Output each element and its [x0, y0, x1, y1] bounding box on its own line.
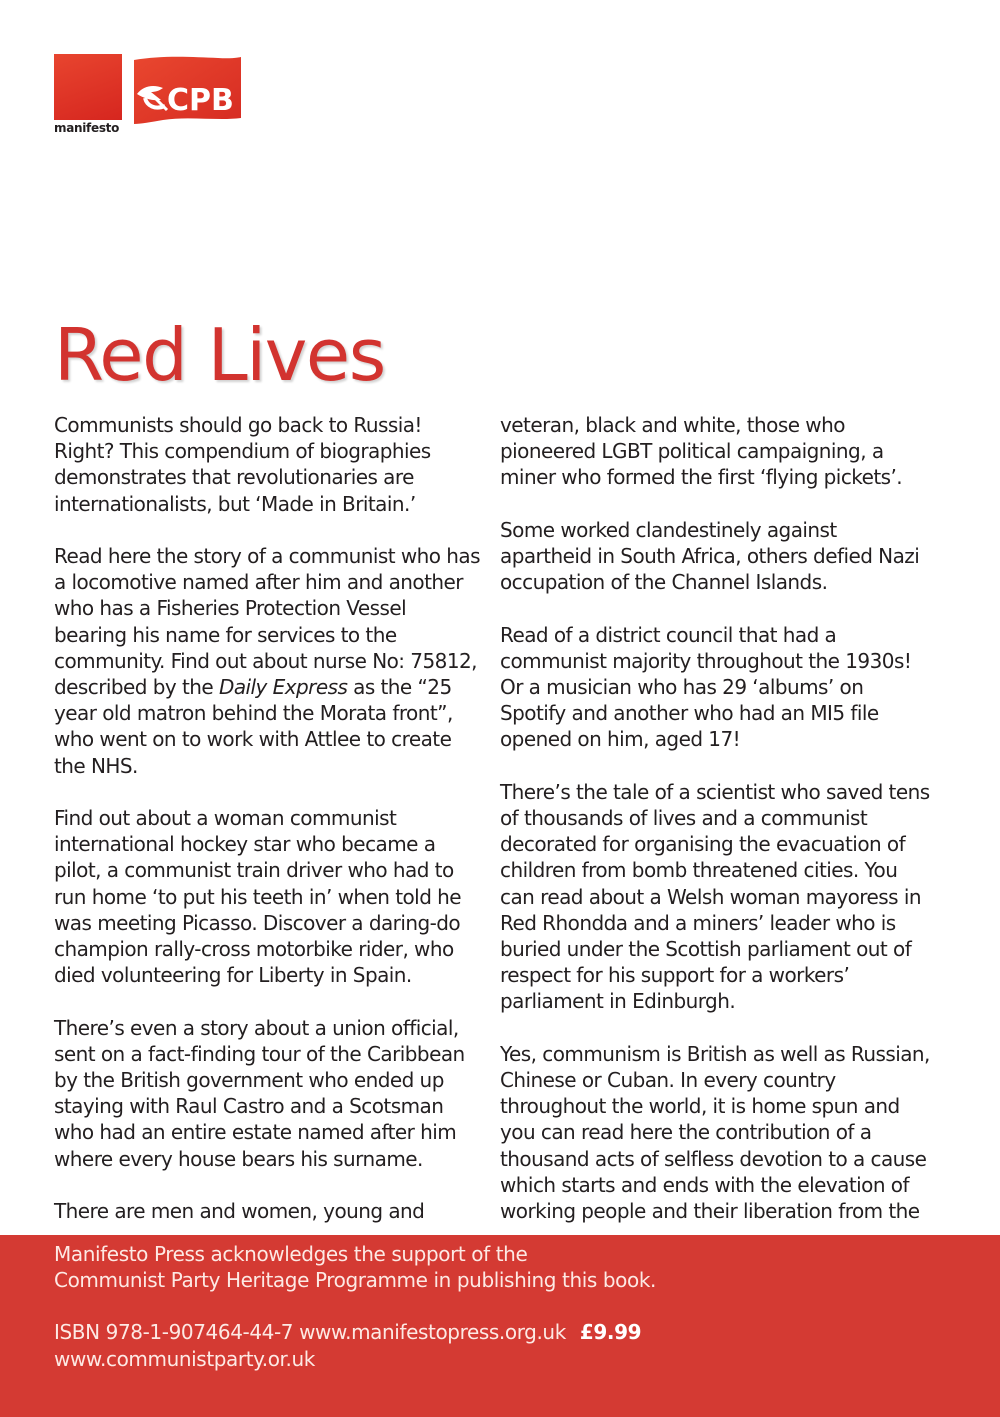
page-title: Red Lives — [54, 313, 385, 397]
acknowledgement-line-2: Communist Party Heritage Programme in publishing this book. — [54, 1268, 656, 1292]
isbn-and-website: ISBN 978-1-907464-44-7 www.manifestopress.org.uk — [54, 1320, 566, 1344]
text-span: as the “25 year old matron behind the Morata front”, who went on to work with Attlee to create the NHS. — [54, 675, 453, 778]
paragraph: There’s even a story about a union official, sent on a fact-finding tour of the Caribbean by the British government who ended up staying with Raul Castro and a Scotsman who had an entire estate named after him where every house bears his surname. — [54, 1015, 465, 1171]
isbn-line — [54, 1320, 641, 1344]
right-text-column — [500, 412, 930, 1250]
paragraph: Read of a district council that had a communist majority throughout the 1930s! Or a musician who has 29 ‘albums’ on Spotify and another who had an MI5 file opened on him, aged 17! — [500, 622, 912, 752]
cpb-flag-logo — [133, 54, 263, 126]
paragraph: Find out about a woman communist international hockey star who became a pilot, a communist train driver who had to run home ‘to put his teeth in’ when told he was meeting Picasso. Discover a daring-do champion rally-cross motorbike rider, who died volunteering for Liberty in Spain. — [54, 806, 462, 988]
paragraph: There are men and women, young and — [54, 1199, 425, 1224]
paragraph: Yes, communism is British as well as Russian, Chinese or Cuban. In every country throughout the world, it is home spun and you can read here the contribution of a thousand acts of selfless devotion to a cause which starts and ends with the elevation of working people and their liberation from the — [500, 1041, 930, 1224]
cpb-logo-text: CPB — [167, 83, 234, 118]
manifesto-logo-text: manifesto — [54, 121, 120, 135]
paragraph: veteran, black and white, those who pioneered LGBT political campaigning, a miner who formed the first ‘flying pickets’. — [500, 413, 903, 490]
footer-band — [0, 1235, 1000, 1417]
acknowledgement-line-1: Manifesto Press acknowledges the support of the — [54, 1242, 528, 1266]
paragraph — [54, 543, 484, 779]
party-website: www.communistparty.or.uk — [54, 1347, 315, 1371]
left-text-column — [54, 412, 484, 1250]
text-span: Read here the story of a communist who has a locomotive named after him and another who has a Fisheries Protection Vessel bearing his name for services to the community. Find out about nurse No: 75812, described by the — [54, 544, 480, 700]
paragraph: Communists should go back to Russia! Right? This compendium of biographies demonstrates that revolutionaries are internationalists, but ‘Made in Britain.’ — [54, 413, 431, 516]
manifesto-logo-square — [54, 54, 122, 120]
newspaper-name: Daily Express — [218, 675, 348, 700]
price: £9.99 — [579, 1320, 642, 1344]
paragraph: There’s the tale of a scientist who saved tens of thousands of lives and a communist decorated for organising the evacuation of children from bomb threatened cities. You can read about a Welsh woman mayoress in Red Rhondda and a miners’ leader who is buried under the Scottish parliament out of respect for his support for a workers’ parliament in Edinburgh. — [500, 779, 930, 1014]
paragraph: Some worked clandestinely against apartheid in South Africa, others defied Nazi occupation of the Channel Islands. — [500, 517, 920, 595]
